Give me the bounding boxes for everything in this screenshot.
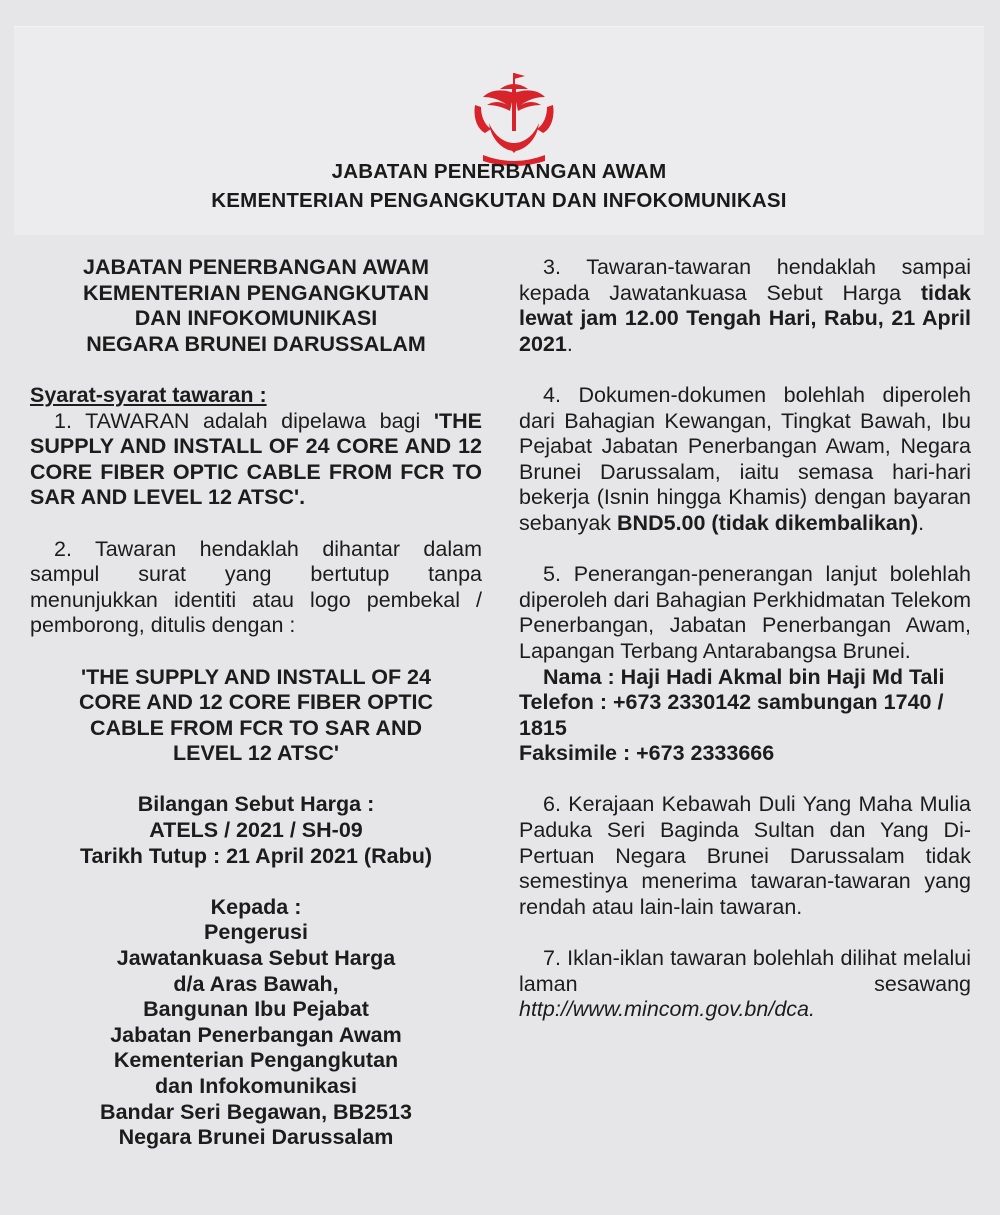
address-block [30,895,482,1151]
header-line-1: JABATAN PENERBANGAN AWAM [331,160,667,183]
org-line: KEMENTERIAN PENGANGKUTAN [83,280,429,305]
envelope-title [30,665,482,767]
right-column [519,255,971,1023]
address-line: Bandar Seri Begawan, BB2513 [100,1099,412,1124]
condition-4-text: 4. Dokumen-dokumen bolehlah diperoleh dari Bahagian Kewangan, Tingkat Bawah, Ibu Pejabat Jabatan Penerbangan Awam, Negara Brunei Darussalam, iaitu semasa hari-hari bekerja (Isnin hingga Khamis) dengan bayaran sebanyak [519,382,971,535]
address-line: Jawatankuasa Sebut Harga [116,946,396,971]
brunei-crest-icon [469,71,559,167]
contact-fax: Faksimile : +673 2333666 [519,741,775,766]
punctuation: . [566,331,573,356]
org-line: JABATAN PENERBANGAN AWAM [83,255,429,279]
address-line: Negara Brunei Darussalam [118,1125,394,1150]
condition-3 [519,255,971,357]
reference-label: Bilangan Sebut Harga : [137,792,375,817]
condition-6: 6. Kerajaan Kebawah Duli Yang Maha Mulia Paduka Seri Baginda Sultan dan Yang Di-Pertuan Negara Brunei Darussalam tidak semestinya menerima tawaran-tawaran yang rendah atau lain-lain tawaran. [519,792,971,919]
condition-2: 2. Tawaran hendaklah dihantar dalam sampul surat yang bertutup tanpa menunjukkan identiti atau logo pembekal / pemborong, ditulis dengan : [30,536,482,638]
address-line: Jabatan Penerbangan Awam [110,1022,402,1047]
contact-phone: Telefon : +673 2330142 sambungan 1740 / 1815 [519,690,944,740]
condition-5: 5. Penerangan-penerangan lanjut bolehlah diperoleh dari Bahagian Perkhidmatan Telekom Penerbangan, Jabatan Penerbangan Awam, Lapangan Terbang Antarabangsa Brunei. [519,562,971,663]
reference-number: ATELS / 2021 / SH-09 [149,818,363,843]
address-line: d/a Aras Bawah, [173,971,339,996]
envelope-title-line: CABLE FROM FCR TO SAR AND [89,715,423,740]
org-block [30,255,482,357]
punctuation: . [918,510,925,535]
address-line: Pengerusi [204,920,308,945]
org-line: DAN INFOKOMUNIKASI [134,306,378,331]
header-line-2: KEMENTERIAN PENGANGKUTAN DAN INFOKOMUNIKASI [211,189,787,212]
condition-1 [30,409,482,511]
condition-4 [519,383,971,537]
tender-title: 'THE SUPPLY AND INSTALL OF 24 CORE AND 12 CORE FIBER OPTIC CABLE FROM FCR TO SAR AND LEVEL 12 ATSC'. [30,408,482,510]
conditions-heading: Syarat-syarat tawaran : [30,382,267,407]
condition-7 [519,946,971,1023]
address-line: Bangunan Ibu Pejabat [143,997,369,1022]
notice-header [14,26,984,235]
condition-7-text: 7. Iklan-iklan tawaran bolehlah dilihat melalui laman sesawang [519,946,971,996]
address-line: Kementerian Pengangkutan [113,1048,399,1073]
condition-3-text: 3. Tawaran-tawaran hendaklah sampai kepada Jawatankuasa Sebut Harga [519,255,971,305]
envelope-title-line: 'THE SUPPLY AND INSTALL OF 24 [81,664,431,689]
address-line: dan Infokomunikasi [155,1074,357,1098]
address-line: Kepada : [210,894,302,919]
condition-1-text: 1. TAWARAN adalah dipelawa bagi [54,408,421,433]
envelope-title-line: CORE AND 12 CORE FIBER OPTIC [79,690,433,715]
reference-block [30,792,482,869]
document-fee: BND5.00 (tidak dikembalikan) [617,510,919,535]
website-link[interactable]: http://www.mincom.gov.bn/dca. [519,997,815,1022]
deadline: tidak lewat jam 12.00 Tengah Hari, Rabu, 21 April 2021 [519,280,971,356]
closing-date: Tarikh Tutup : 21 April 2021 (Rabu) [79,843,432,868]
left-column [30,255,482,1151]
org-line: NEGARA BRUNEI DARUSSALAM [86,331,426,356]
envelope-title-line: LEVEL 12 ATSC' [172,741,339,766]
contact-name: Nama : Haji Hadi Akmal bin Haji Md Tali [543,664,945,689]
